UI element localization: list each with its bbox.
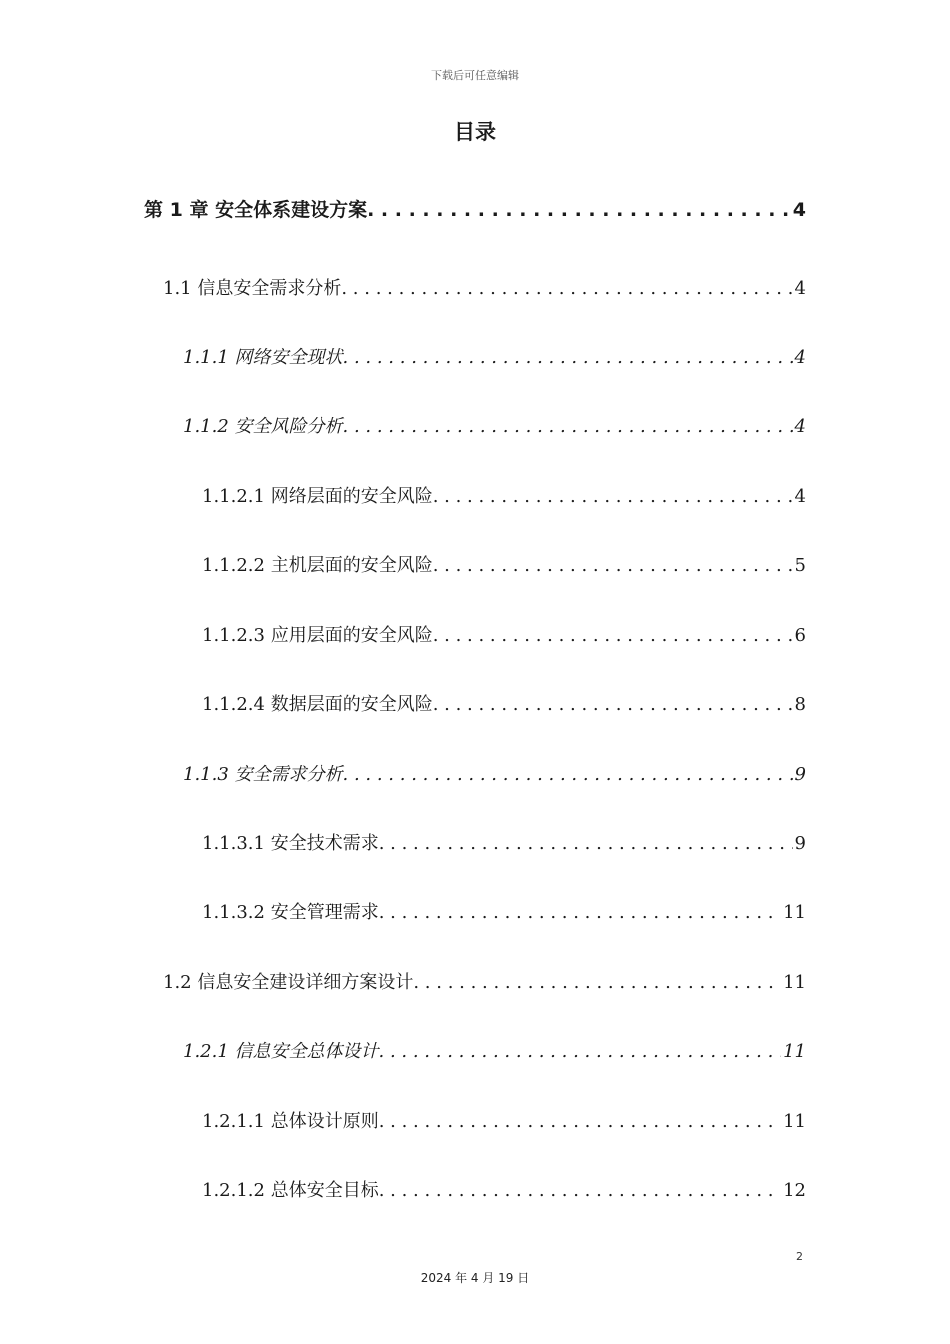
toc-entry-label: 1.1.2.3 应用层面的安全风险 [202, 625, 433, 646]
toc-entry-label: 1.1 信息安全需求分析 [163, 278, 342, 299]
footer-date: 2024 年 4 月 19 日 [420, 1271, 530, 1285]
toc-entry-subsection[interactable] [183, 413, 806, 441]
toc-leader-dots [343, 761, 793, 789]
toc-entry-page: 9 [794, 764, 806, 785]
toc-entry-label: 1.2.1.1 总体设计原则 [202, 1111, 379, 1132]
toc-entry-page: 4 [792, 199, 806, 221]
toc-leader-dots [433, 552, 793, 580]
toc-entry-item[interactable] [202, 830, 806, 858]
toc-entry-item[interactable] [202, 1108, 806, 1136]
toc-entry-item[interactable] [202, 622, 806, 650]
toc-entry-chapter[interactable] [144, 196, 806, 224]
toc-entry-label: 1.2.1 信息安全总体设计 [183, 1041, 379, 1062]
toc-entry-subsection[interactable] [183, 1038, 806, 1066]
toc-entry-page: 11 [783, 1111, 806, 1132]
toc-entry-label: 1.1.1 网络安全现状 [183, 347, 343, 368]
toc-leader-dots [379, 1177, 781, 1205]
toc-entry-page: 5 [794, 555, 806, 576]
toc-leader-dots [413, 969, 781, 997]
toc-entry-label: 1.1.3.1 安全技术需求 [202, 833, 379, 854]
toc-leader-dots [367, 196, 791, 224]
toc-entry-section[interactable] [163, 969, 806, 997]
toc-leader-dots [379, 1108, 781, 1136]
toc-entry-label: 1.1.3 安全需求分析 [183, 764, 343, 785]
toc-entry-label: 1.1.2 安全风险分析 [183, 416, 343, 437]
toc-leader-dots [433, 691, 793, 719]
toc-entry-page: 4 [794, 347, 806, 368]
toc-entry-page: 4 [794, 278, 806, 299]
toc-entry-page: 6 [794, 625, 806, 646]
toc-entry-label: 1.1.2.1 网络层面的安全风险 [202, 486, 433, 507]
toc-entry-page: 11 [783, 902, 806, 923]
toc-entry-page: 4 [794, 416, 806, 437]
toc-entry-label: 1.1.2.4 数据层面的安全风险 [202, 694, 433, 715]
toc-entry-item[interactable] [202, 691, 806, 719]
toc-entry-page: 8 [794, 694, 806, 715]
toc-entry-item[interactable] [202, 1177, 806, 1205]
toc-entry-label: 第 1 章 安全体系建设方案 [144, 199, 368, 221]
toc-entry-section[interactable] [163, 275, 806, 303]
toc-entry-label: 1.2 信息安全建设详细方案设计 [163, 972, 414, 993]
toc-entry-label: 1.1.2.2 主机层面的安全风险 [202, 555, 433, 576]
toc-entry-label: 1.1.3.2 安全管理需求 [202, 902, 379, 923]
toc-entry-subsection[interactable] [183, 344, 806, 372]
toc-entry-page: 9 [794, 833, 806, 854]
toc-entry-page: 11 [783, 1041, 806, 1062]
page-number: 2 [796, 1250, 803, 1263]
toc-leader-dots [343, 344, 793, 372]
toc-leader-dots [433, 483, 793, 511]
toc-entry-item[interactable] [202, 483, 806, 511]
toc-leader-dots [379, 830, 793, 858]
toc-entry-item[interactable] [202, 899, 806, 927]
toc-leader-dots [379, 899, 781, 927]
toc-leader-dots [341, 275, 792, 303]
page-header-note: 下载后可任意编辑 [431, 69, 519, 82]
toc-leader-dots [433, 622, 793, 650]
toc-leader-dots [379, 1038, 782, 1066]
toc-entry-page: 12 [783, 1180, 806, 1201]
toc-entry-label: 1.2.1.2 总体安全目标 [202, 1180, 379, 1201]
toc-title: 目录 [454, 120, 496, 144]
toc-entry-subsection[interactable] [183, 761, 806, 789]
toc-leader-dots [343, 413, 793, 441]
toc-entry-page: 11 [783, 972, 806, 993]
toc-entry-page: 4 [794, 486, 806, 507]
toc-entry-item[interactable] [202, 552, 806, 580]
